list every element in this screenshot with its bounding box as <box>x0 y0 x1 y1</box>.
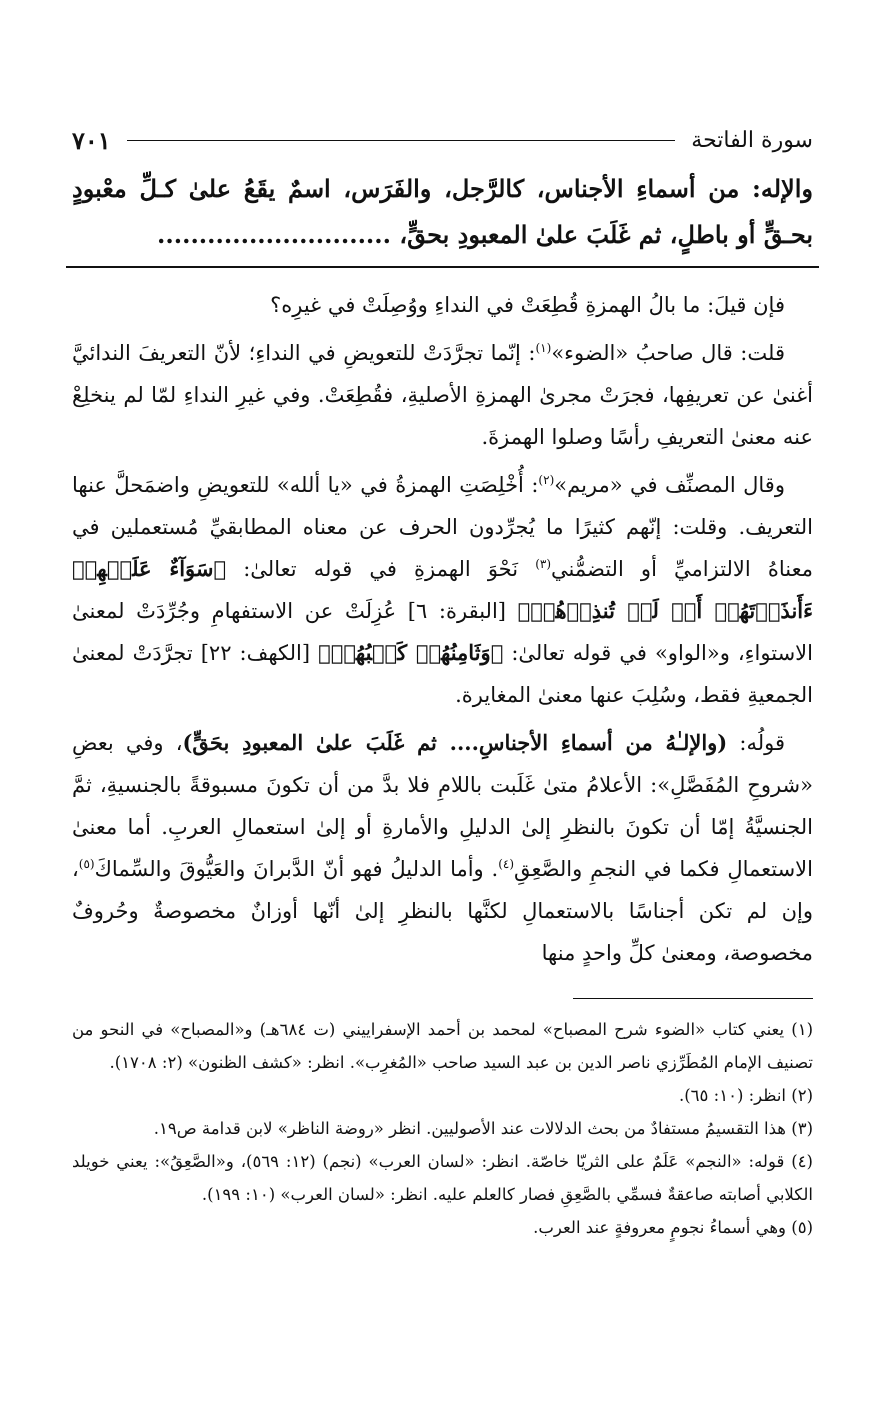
matn-divider <box>66 266 819 268</box>
quran-verse-kahf: ﴿وَثَامِنُهُمۡ كَلۡبُهُمۡ﴾ <box>318 640 504 665</box>
book-page <box>72 118 813 1348</box>
answer-body: : إنّما تجرَّدَتْ للتعويضِ في النداءِ؛ لأنّ التعريفَ الندائيَّ أغنىٰ عن تعريفِها، فجرَتْ مجرىٰ الهمزةِ الأصليةِ، فقُطِعَتْ. وفي غيرِ النداءِ لمّا لم ينخلِعْ عنه معنىٰ التعريفِ رأسًا وصلوا الهمزةَ. <box>72 341 813 449</box>
maryam-body: : أُخْلِصَتِ الهمزةُ في «يا ألله» للتعويضِ واضمَحلَّ عنها التعريف. وقلت: إنّهم كثيرًا ما يُجرِّدون الحرف عن معناه المطابقيِّ مُستعملين في معناهُ الالتزاميِّ أو التضمُّني <box>72 473 813 581</box>
paragraph-answer <box>72 332 813 458</box>
answer-lead: قلت: قال صاحبُ «الضوء» <box>551 341 785 365</box>
maryam-body-4: [الكهف: ٢٢] تجرَّدَتْ لمعنىٰ الجمعيةِ فقط، وسُلِبَ عنها معنىٰ المغايرة. <box>72 641 813 707</box>
footnote-1: (١) يعني كتاب «الضوء شرح المصباح» لمحمد بن أحمد الإسفراييني (ت ٦٨٤هـ) و«المصباح» في النحو من تصنيف الإمام المُطَرِّزي ناصر الدين بن عبد السيد صاحب «المُغرِب». انظر: «كشف الظنون» (٢: ١٧٠٨). <box>72 1020 813 1072</box>
qawluhu-body-2: . وأما الدليلُ فهو أنّ الدَّبرانَ والعَيُّوقَ والسِّماكَ <box>94 857 499 881</box>
footnotes <box>72 1013 813 1244</box>
footnote-divider <box>573 998 813 999</box>
maryam-body-3: [البقرة: ٦] عُزِلَتْ عن الاستفهامِ وجُرِّدَتْ لمعنىٰ الاستواءِ، و«الواو» في قوله تعالىٰ: <box>72 599 813 665</box>
paragraph-question <box>72 284 813 326</box>
running-header <box>72 118 813 162</box>
header-rule <box>127 140 676 141</box>
footnote-5: (٥) وهي أسماءُ نجومٍ معروفةٍ عند العرب. <box>533 1218 813 1237</box>
commentary-body <box>72 284 813 974</box>
question-text: فإن قيلَ: ما بالُ الهمزةِ قُطِعَتْ في النداءِ ووُصِلَتْ في غيرِه؟ <box>270 293 785 317</box>
qawluhu-body: ، وفي بعضِ «شروحِ المُفَصَّلِ»: الأعلامُ متىٰ غَلَبت باللامِ فلا بدَّ من أن تكونَ مسبوقةً بالجنسيةِ، ثمَّ الجنسيَّةُ إمّا أن تكونَ بالنظرِ إلىٰ الدليلِ والأمارةِ أو إلىٰ استعمالِ العربِ. أما معنىٰ الاستعمالِ فكما في النجمِ والصَّعِقِ <box>72 731 813 881</box>
footnote-marker-3[interactable]: (٣) <box>535 557 552 571</box>
footnote-2: (٢) انظر: (١٠: ٦٥). <box>678 1086 813 1105</box>
maryam-body-2: نَحْوَ الهمزةِ في قوله تعالىٰ: <box>226 557 536 581</box>
maryam-lead: وقال المصنِّف في «مريم» <box>554 473 785 497</box>
footnote-marker-2[interactable]: (٢) <box>538 473 555 487</box>
qawluhu-lead: قولُه: <box>727 731 786 755</box>
footnote-3: (٣) هذا التقسيمُ مستفادٌ من بحث الدلالات عند الأصوليين. انظر «روضة الناظر» لابن قدامة ص١٩. <box>153 1119 813 1138</box>
matn-text: والإله: من أسماءِ الأجناس، كالرَّجل، والفَرَس، اسمٌ يقَعُ علىٰ كـلِّ معْبودٍ بحـقٍّ أو باطلٍ، ثم غَلَبَ علىٰ المعبودِ بحقٍّ، ............................ <box>72 174 813 249</box>
footnote-marker-5[interactable]: (٥) <box>78 857 95 871</box>
page-number: ٧٠١ <box>72 125 111 155</box>
footnote-4: (٤) قوله: «النجم» عَلَمٌ على الثريّا خاصّة. انظر: «لسان العرب» (نجم) (١٢: ٥٦٩)، و«الصَّعِقُ»: يعني خويلد الكلابي أصابته صاعقةٌ فسمِّي بالصَّعِقِ فصار كالعلم عليه. انظر: «لسان العرب» (١٠: ١٩٩). <box>72 1152 813 1204</box>
qawluhu-body-3: ، وإن لم تكن أجناسًا بالاستعمالِ لكنَّها بالنظرِ إلىٰ أنّها أوزانٌ مخصوصةٌ وحُروفٌ مخصوصة، ومعنىٰ كلِّ واحدٍ منها <box>72 857 813 965</box>
footnote-marker-1[interactable]: (١) <box>535 341 552 355</box>
paragraph-qawluhu <box>72 722 813 974</box>
footnote-marker-4[interactable]: (٤) <box>498 857 515 871</box>
quran-verse-baqarah: ﴿سَوَآءٌ عَلَيۡهِمۡ ءَأَنذَرۡتَهُمۡ أَمۡ لَمۡ تُنذِرۡهُمۡ﴾ <box>72 556 814 623</box>
qawluhu-lemma: (والإلـٰهُ من أسماءِ الأجناسِ.... ثم غَلَبَ علىٰ المعبودِ بحَقٍّ) <box>182 730 728 755</box>
paragraph-maryam <box>72 464 813 716</box>
running-title: سورة الفاتحة <box>691 127 813 153</box>
